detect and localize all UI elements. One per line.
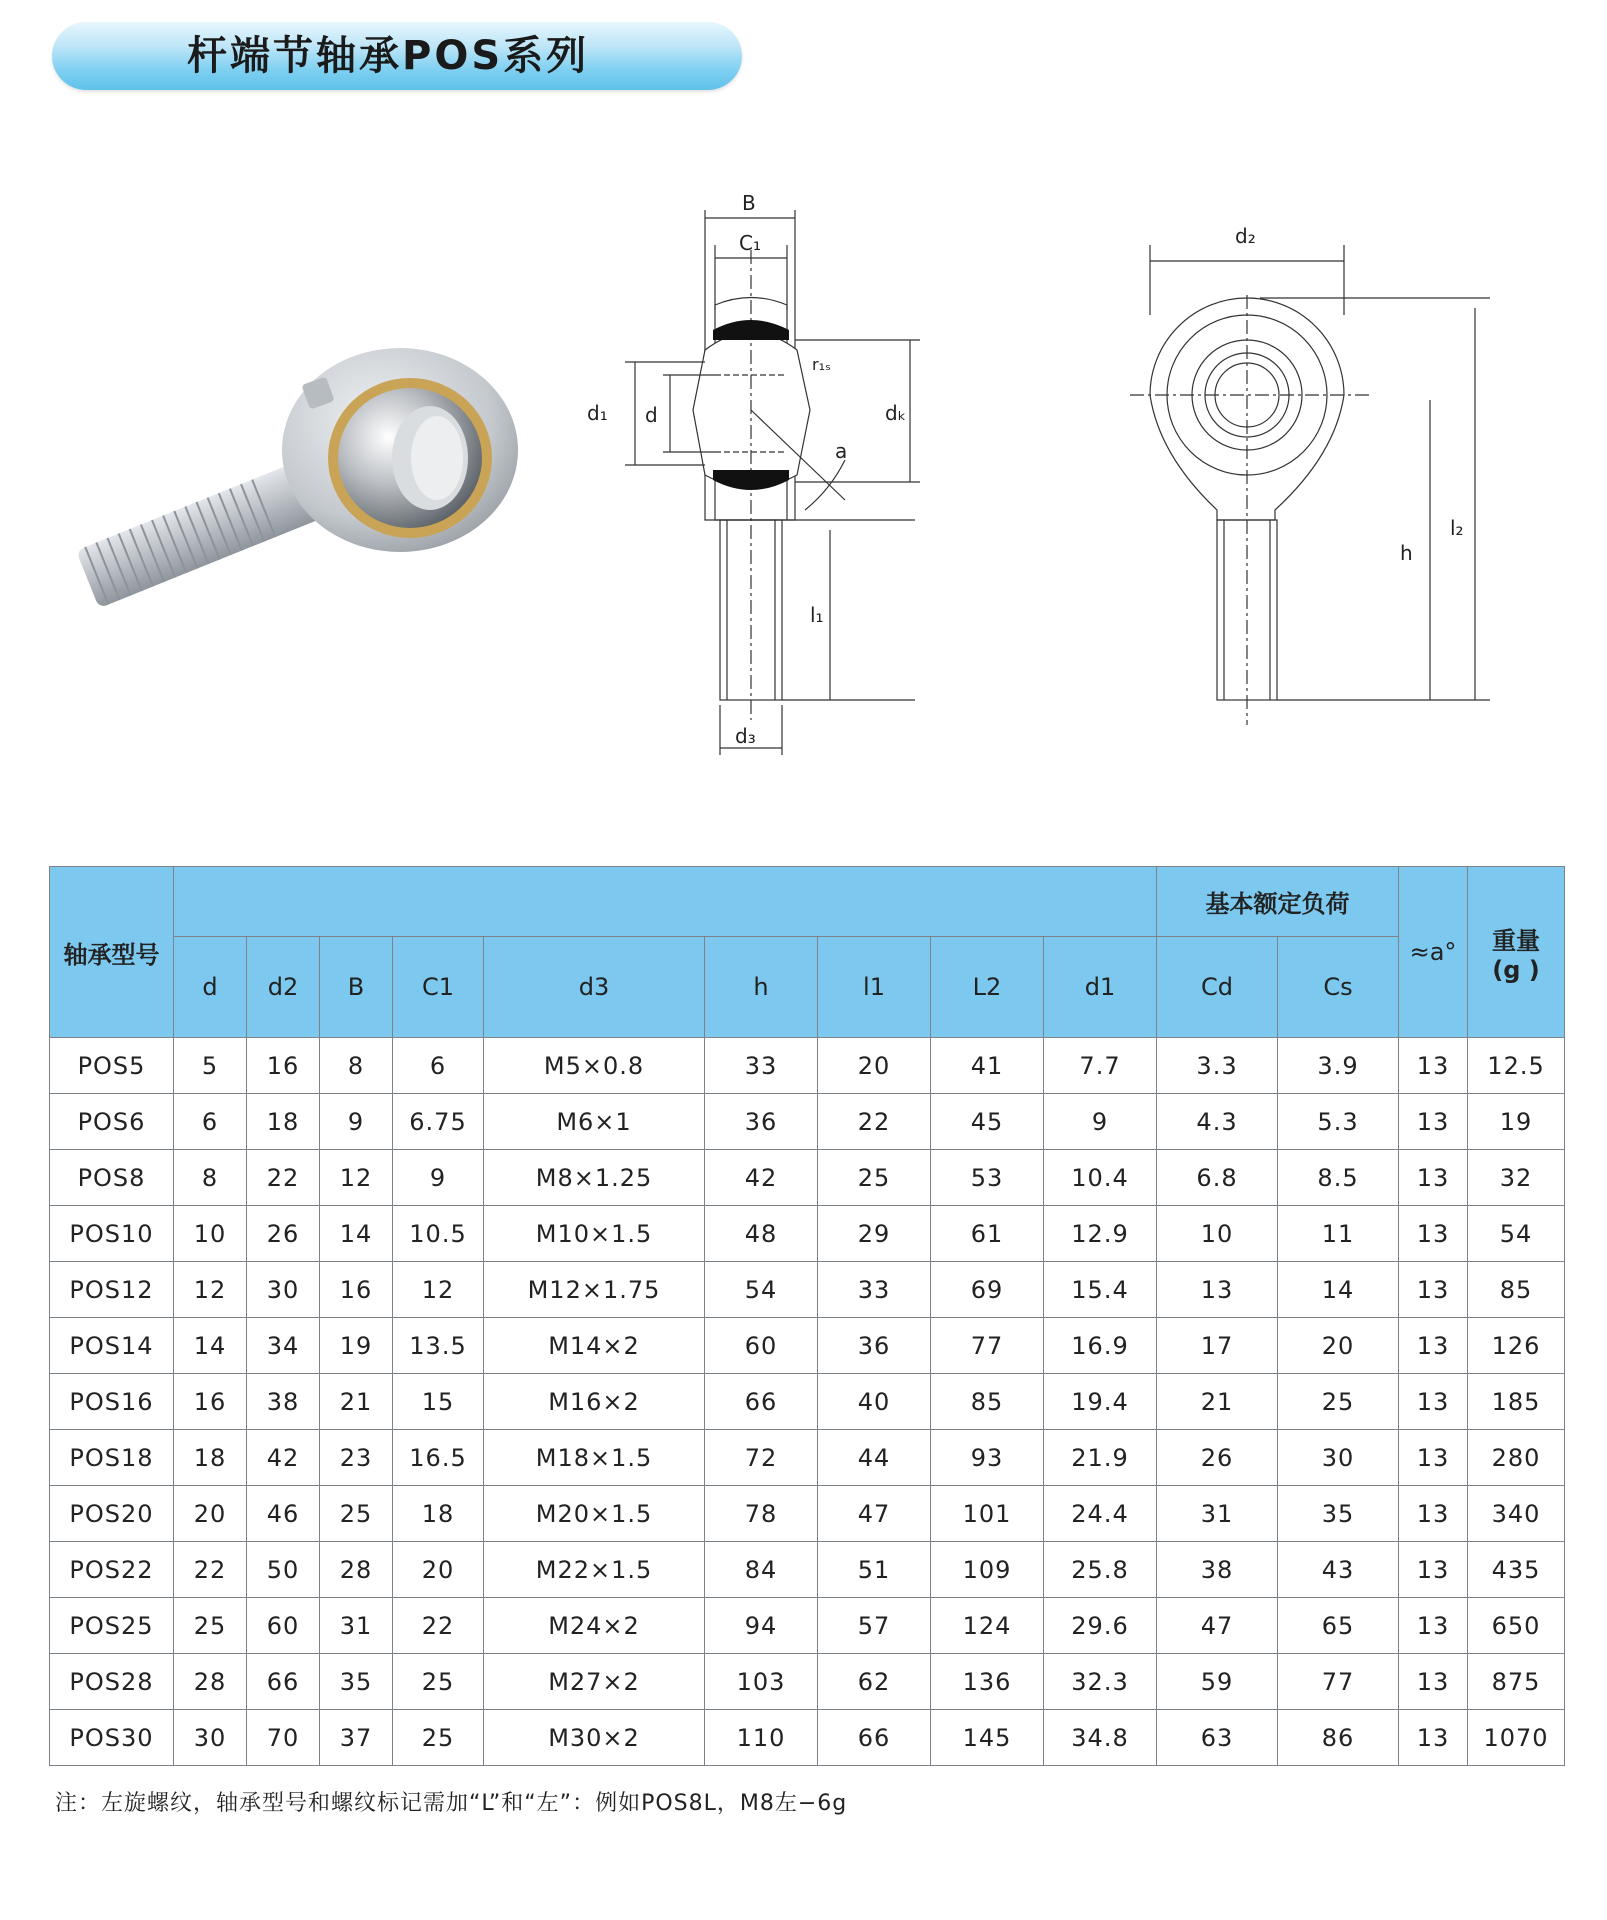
header-col-d3: d3 [484,937,705,1038]
table-cell: 18 [393,1486,484,1542]
header-angle: ≈a° [1399,867,1468,1038]
table-cell: 42 [705,1150,818,1206]
table-cell: 26 [247,1206,320,1262]
table-cell: 24.4 [1044,1486,1157,1542]
table-cell: 94 [705,1598,818,1654]
table-cell: 1070 [1468,1710,1565,1766]
table-cell: 22 [247,1150,320,1206]
table-cell: 63 [1157,1710,1278,1766]
table-cell: M22×1.5 [484,1542,705,1598]
front-view-svg [1110,225,1510,745]
table-cell: M20×1.5 [484,1486,705,1542]
table-cell: 9 [393,1150,484,1206]
table-cell: 93 [931,1430,1044,1486]
label-d1: d₁ [587,401,608,425]
table-cell: 77 [1278,1654,1399,1710]
table-cell: 9 [1044,1094,1157,1150]
table-cell: 30 [1278,1430,1399,1486]
header-col-d2: d2 [247,937,320,1038]
table-cell: 16 [320,1262,393,1318]
model-cell: POS30 [50,1710,174,1766]
table-cell: 25 [393,1710,484,1766]
table-cell: 38 [247,1374,320,1430]
header-weight [1468,867,1565,1038]
table-cell: 4.3 [1157,1094,1278,1150]
table-cell: 38 [1157,1542,1278,1598]
table-cell: 30 [174,1710,247,1766]
table-cell: 10 [1157,1206,1278,1262]
header-col-Cd: Cd [1157,937,1278,1038]
header-col-Cs: Cs [1278,937,1399,1038]
spec-table [49,866,1565,1766]
table-cell: 45 [931,1094,1044,1150]
table-row [50,1542,1565,1598]
label-dk: dₖ [885,401,907,425]
model-cell: POS8 [50,1150,174,1206]
table-cell: 66 [818,1710,931,1766]
table-cell: 136 [931,1654,1044,1710]
table-cell: 29 [818,1206,931,1262]
rod-end-photo-illustration [55,330,525,620]
table-cell: 29.6 [1044,1598,1157,1654]
table-cell: 20 [174,1486,247,1542]
table-cell: 18 [247,1094,320,1150]
table-cell: 13 [1399,1710,1468,1766]
table-cell: 25 [1278,1374,1399,1430]
side-section-drawing [565,190,955,770]
table-cell: 47 [1157,1598,1278,1654]
table-cell: 62 [818,1654,931,1710]
table-cell: 78 [705,1486,818,1542]
table-cell: 48 [705,1206,818,1262]
model-cell: POS28 [50,1654,174,1710]
table-cell: 8.5 [1278,1150,1399,1206]
table-cell: 21.9 [1044,1430,1157,1486]
table-cell: 66 [705,1374,818,1430]
table-row [50,1374,1565,1430]
table-cell: 85 [931,1374,1044,1430]
table-cell: 126 [1468,1318,1565,1374]
table-cell: 22 [818,1094,931,1150]
table-cell: 23 [320,1430,393,1486]
table-cell: 13.5 [393,1318,484,1374]
model-cell: POS14 [50,1318,174,1374]
table-cell: 37 [320,1710,393,1766]
front-view-drawing [1110,225,1510,745]
table-cell: 41 [931,1038,1044,1094]
table-cell: 20 [393,1542,484,1598]
table-cell: M8×1.25 [484,1150,705,1206]
table-cell: 101 [931,1486,1044,1542]
model-cell: POS20 [50,1486,174,1542]
table-cell: 145 [931,1710,1044,1766]
table-cell: 6 [174,1094,247,1150]
table-row [50,1150,1565,1206]
table-cell: 13 [1399,1206,1468,1262]
header-weight-line1: 重量 [1492,926,1541,955]
table-cell: 19.4 [1044,1374,1157,1430]
table-cell: 28 [320,1542,393,1598]
table-cell: 17 [1157,1318,1278,1374]
table-cell: 16.9 [1044,1318,1157,1374]
table-cell: 10.5 [393,1206,484,1262]
table-cell: 25.8 [1044,1542,1157,1598]
table-cell: 32.3 [1044,1654,1157,1710]
table-cell: 35 [320,1654,393,1710]
model-cell: POS22 [50,1542,174,1598]
label-l2: l₂ [1450,516,1464,540]
table-cell: M12×1.75 [484,1262,705,1318]
header-weight-line2: (g ) [1492,955,1540,984]
table-cell: 13 [1399,1598,1468,1654]
table-row [50,1430,1565,1486]
header-col-C1: C1 [393,937,484,1038]
label-d3: d₃ [735,724,756,748]
table-cell: 14 [174,1318,247,1374]
model-cell: POS18 [50,1430,174,1486]
table-cell: 20 [1278,1318,1399,1374]
table-cell: 70 [247,1710,320,1766]
table-cell: 57 [818,1598,931,1654]
table-cell: 65 [1278,1598,1399,1654]
table-cell: 31 [320,1598,393,1654]
model-cell: POS25 [50,1598,174,1654]
table-cell: 13 [1399,1654,1468,1710]
table-cell: 72 [705,1430,818,1486]
table-cell: 33 [705,1038,818,1094]
header-col-B: B [320,937,393,1038]
table-cell: M24×2 [484,1598,705,1654]
table-cell: 34.8 [1044,1710,1157,1766]
table-cell: 8 [320,1038,393,1094]
label-B: B [742,191,756,215]
table-cell: 124 [931,1598,1044,1654]
table-body [50,1038,1565,1766]
table-cell: 12 [320,1150,393,1206]
table-cell: 21 [1157,1374,1278,1430]
table-cell: 21 [320,1374,393,1430]
table-cell: 33 [818,1262,931,1318]
table-cell: 25 [818,1150,931,1206]
table-cell: 36 [705,1094,818,1150]
table-cell: 34 [247,1318,320,1374]
table-row [50,1486,1565,1542]
table-cell: 42 [247,1430,320,1486]
table-cell: 13 [1399,1318,1468,1374]
table-row [50,1710,1565,1766]
table-cell: 13 [1157,1262,1278,1318]
table-cell: 110 [705,1710,818,1766]
table-cell: 16.5 [393,1430,484,1486]
table-cell: 435 [1468,1542,1565,1598]
header-col-d: d [174,937,247,1038]
table-cell: 18 [174,1430,247,1486]
table-cell: 69 [931,1262,1044,1318]
side-view-svg [565,190,955,770]
table-cell: 36 [818,1318,931,1374]
table-row [50,1206,1565,1262]
table-cell: 25 [393,1654,484,1710]
table-row [50,1094,1565,1150]
table-cell: 43 [1278,1542,1399,1598]
table-cell: M6×1 [484,1094,705,1150]
table-row [50,1318,1565,1374]
label-d2: d₂ [1235,225,1256,248]
table-cell: 77 [931,1318,1044,1374]
table-cell: 16 [247,1038,320,1094]
table-cell: 25 [320,1486,393,1542]
table-cell: 13 [1399,1430,1468,1486]
table-cell: 6 [393,1038,484,1094]
table-cell: 5.3 [1278,1094,1399,1150]
table-row [50,1654,1565,1710]
table-cell: 12.5 [1468,1038,1565,1094]
label-l1: l₁ [810,603,824,627]
title-banner [52,22,742,90]
table-cell: 5 [174,1038,247,1094]
table-cell: 103 [705,1654,818,1710]
label-a: a [835,439,848,463]
table-cell: 66 [247,1654,320,1710]
table-cell: M5×0.8 [484,1038,705,1094]
table-cell: 9 [320,1094,393,1150]
label-h: h [1400,541,1413,565]
header-load-group: 基本额定负荷 [1157,867,1399,937]
table-cell: 60 [247,1598,320,1654]
table-cell: 35 [1278,1486,1399,1542]
header-col-L2: L2 [931,937,1044,1038]
table-cell: 13 [1399,1262,1468,1318]
table-cell: 19 [320,1318,393,1374]
model-cell: POS12 [50,1262,174,1318]
table-cell: 28 [174,1654,247,1710]
table-cell: 51 [818,1542,931,1598]
table-cell: 875 [1468,1654,1565,1710]
table-cell: 86 [1278,1710,1399,1766]
table-cell: 8 [174,1150,247,1206]
table-cell: 22 [393,1598,484,1654]
header-model: 轴承型号 [50,867,174,1038]
table-cell: 13 [1399,1094,1468,1150]
table-cell: 26 [1157,1430,1278,1486]
table-header [50,867,1565,1038]
table-cell: M30×2 [484,1710,705,1766]
table-cell: 340 [1468,1486,1565,1542]
table-cell: 50 [247,1542,320,1598]
table-cell: 10 [174,1206,247,1262]
table-cell: 3.3 [1157,1038,1278,1094]
table-cell: M18×1.5 [484,1430,705,1486]
table-cell: 25 [174,1598,247,1654]
table-cell: 15.4 [1044,1262,1157,1318]
table-cell: M14×2 [484,1318,705,1374]
table-cell: 15 [393,1374,484,1430]
header-blank [174,867,1157,937]
table-cell: 7.7 [1044,1038,1157,1094]
model-cell: POS10 [50,1206,174,1262]
table-cell: 10.4 [1044,1150,1157,1206]
table-cell: 31 [1157,1486,1278,1542]
table-cell: 650 [1468,1598,1565,1654]
table-cell: 185 [1468,1374,1565,1430]
table-cell: 11 [1278,1206,1399,1262]
table-cell: 53 [931,1150,1044,1206]
table-cell: 32 [1468,1150,1565,1206]
table-cell: 40 [818,1374,931,1430]
table-cell: 109 [931,1542,1044,1598]
product-photo [55,330,525,620]
table-cell: 12 [393,1262,484,1318]
table-cell: 16 [174,1374,247,1430]
table-row [50,1038,1565,1094]
table-cell: 84 [705,1542,818,1598]
table-cell: 54 [705,1262,818,1318]
model-cell: POS16 [50,1374,174,1430]
table-row [50,1598,1565,1654]
table-cell: 20 [818,1038,931,1094]
footnote: 注：左旋螺纹，轴承型号和螺纹标记需加“L”和“左”：例如POS8L，M8左−6g [55,1791,848,1816]
table-cell: 6.8 [1157,1150,1278,1206]
table-cell: 12.9 [1044,1206,1157,1262]
table-cell: 3.9 [1278,1038,1399,1094]
table-row [50,1262,1565,1318]
table-cell: 30 [247,1262,320,1318]
table-cell: 14 [320,1206,393,1262]
table-cell: 13 [1399,1038,1468,1094]
table-cell: 12 [174,1262,247,1318]
header-col-d1: d1 [1044,937,1157,1038]
table-cell: 60 [705,1318,818,1374]
table-cell: 6.75 [393,1094,484,1150]
table-cell: 22 [174,1542,247,1598]
table-cell: 13 [1399,1374,1468,1430]
table-cell: 47 [818,1486,931,1542]
table-cell: 44 [818,1430,931,1486]
table-cell: 54 [1468,1206,1565,1262]
table-cell: 61 [931,1206,1044,1262]
table-cell: 19 [1468,1094,1565,1150]
table-cell: 280 [1468,1430,1565,1486]
table-cell: 59 [1157,1654,1278,1710]
table-cell: 13 [1399,1542,1468,1598]
model-cell: POS6 [50,1094,174,1150]
table-cell: M16×2 [484,1374,705,1430]
table-cell: 85 [1468,1262,1565,1318]
table-cell: 46 [247,1486,320,1542]
model-cell: POS5 [50,1038,174,1094]
table-cell: 13 [1399,1150,1468,1206]
label-r1s: r₁ₛ [812,355,831,374]
header-col-l1: l1 [818,937,931,1038]
label-d: d [645,403,658,427]
header-col-h: h [705,937,818,1038]
table-cell: 13 [1399,1486,1468,1542]
table-cell: M10×1.5 [484,1206,705,1262]
table-cell: 14 [1278,1262,1399,1318]
label-C1: C₁ [739,231,761,255]
page-title: 杆端节轴承POS系列 [187,33,590,79]
table-cell: M27×2 [484,1654,705,1710]
